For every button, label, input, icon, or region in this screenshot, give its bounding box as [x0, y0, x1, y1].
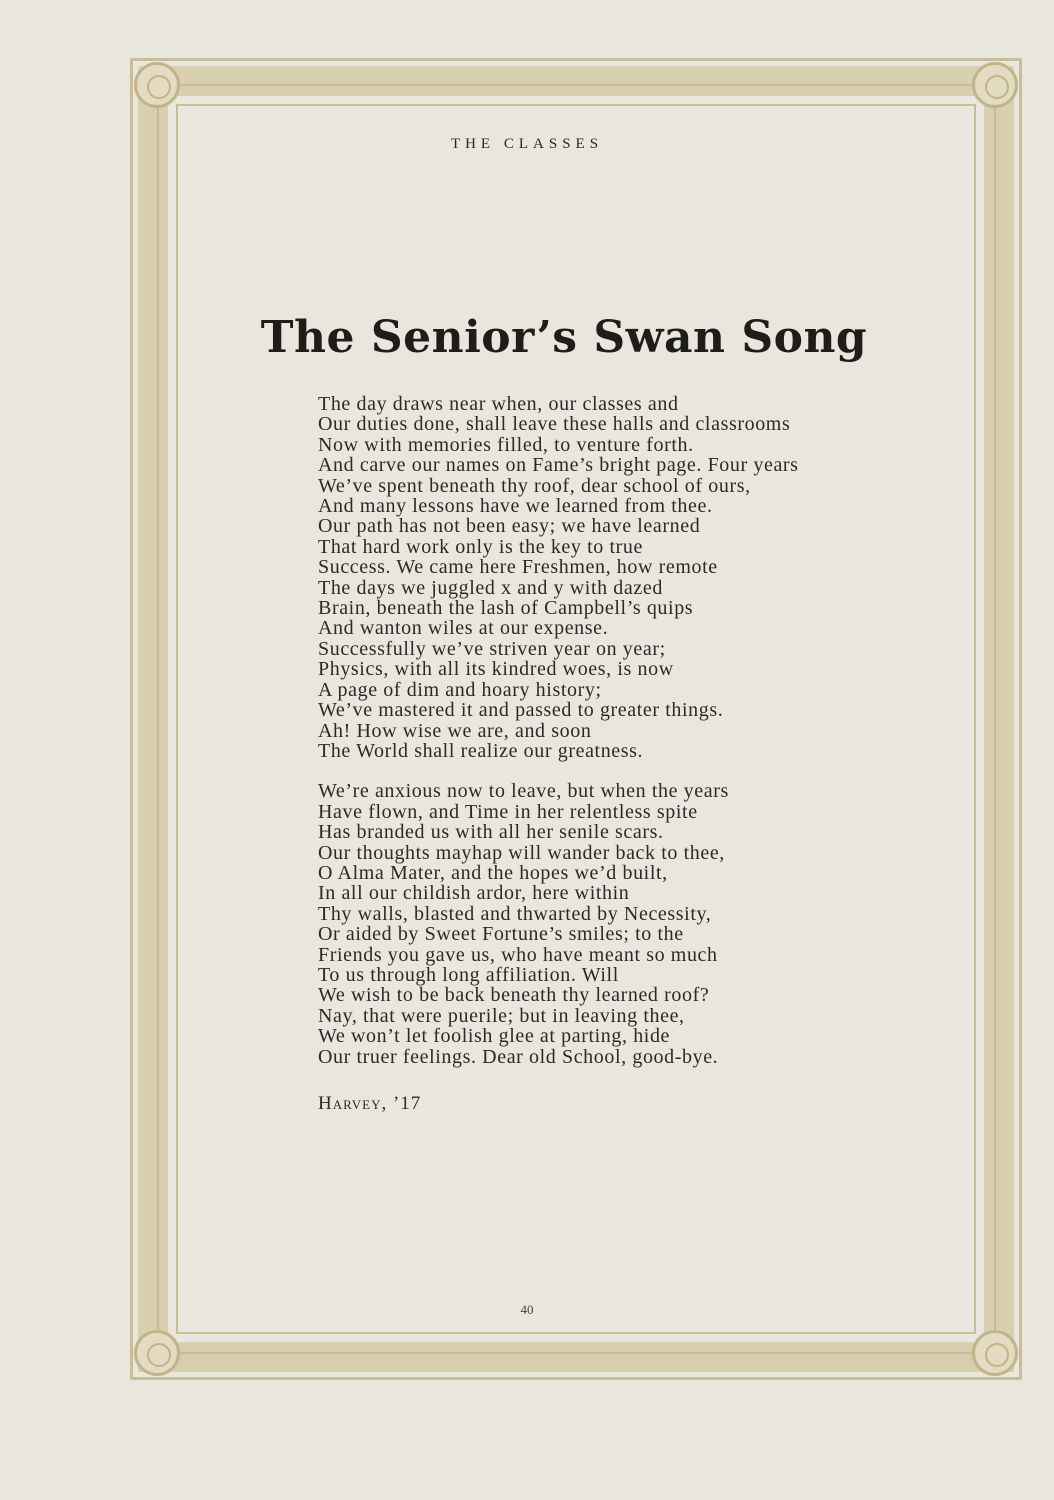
corner-ornament [134, 62, 180, 108]
poem-line: We’re anxious now to leave, but when the years [318, 780, 729, 803]
poem-line: And carve our names on Fame’s bright page. Four years [318, 454, 799, 477]
poem-line: Our thoughts mayhap will wander back to thee, [318, 841, 725, 864]
poem-line: In all our childish ardor, here within [318, 882, 630, 905]
poem-line: Our path has not been easy; we have learned [318, 515, 701, 538]
poem-line: Our duties done, shall leave these halls and classrooms [318, 413, 791, 436]
poem-line: Physics, with all its kindred woes, is now [318, 658, 674, 681]
corner-ornament [972, 62, 1018, 108]
poem-line: We’ve mastered it and passed to greater things. [318, 699, 724, 722]
poem-line: And wanton wiles at our expense. [318, 617, 609, 640]
poem-line: That hard work only is the key to true [318, 535, 643, 558]
stanza [318, 781, 878, 1067]
border-ornament-line [168, 1352, 984, 1354]
poem-line: The days we juggled x and y with dazed [318, 576, 663, 599]
running-head: THE CLASSES [450, 136, 604, 152]
border-ornament-line [994, 96, 996, 1342]
poem-author: Harvey, ’17 [318, 1093, 422, 1114]
corner-ornament [134, 1330, 180, 1376]
poem-line: Or aided by Sweet Fortune’s smiles; to the [318, 923, 684, 946]
poem-line: Now with memories filled, to venture forth. [318, 433, 694, 456]
poem-line: Successfully we’ve striven year on year; [318, 637, 666, 660]
poem-line: And many lessons have we learned from thee. [318, 495, 713, 518]
poem-line: O Alma Mater, and the hopes we’d built, [318, 861, 668, 884]
poem-line: The World shall realize our greatness. [318, 739, 644, 762]
poem-line: The day draws near when, our classes and [318, 393, 679, 415]
corner-ornament [972, 1330, 1018, 1376]
poem-line: We won’t let foolish glee at parting, hide [318, 1025, 671, 1048]
poem-line: Ah! How wise we are, and soon [318, 719, 592, 742]
stanza-break [318, 761, 878, 781]
poem-line: We’ve spent beneath thy roof, dear school of ours, [318, 474, 751, 497]
poem-line: Friends you gave us, who have meant so much [318, 943, 718, 966]
poem-line: Thy walls, blasted and thwarted by Necessity, [318, 902, 712, 925]
poem-line: Nay, that were puerile; but in leaving thee, [318, 1004, 685, 1027]
poem-title: The Senior’s Swan Song [260, 312, 868, 363]
poem-line: Have flown, and Time in her relentless spite [318, 800, 698, 823]
border-ornament-line [157, 96, 159, 1342]
stanza [318, 394, 878, 761]
poem-line: A page of dim and hoary history; [318, 678, 602, 701]
poem-line: Brain, beneath the lash of Campbell’s quips [318, 597, 694, 620]
poem-line: Our truer feelings. Dear old School, good-bye. [318, 1045, 719, 1068]
poem-line: We wish to be back beneath thy learned roof? [318, 984, 710, 1007]
border-ornament-line [168, 84, 984, 86]
poem-line: Success. We came here Freshmen, how remote [318, 556, 718, 579]
poem-line: To us through long affiliation. Will [318, 963, 619, 986]
poem-line: Has branded us with all her senile scars. [318, 821, 664, 844]
poem-body [318, 394, 878, 1067]
page-number: 40 [520, 1302, 534, 1317]
